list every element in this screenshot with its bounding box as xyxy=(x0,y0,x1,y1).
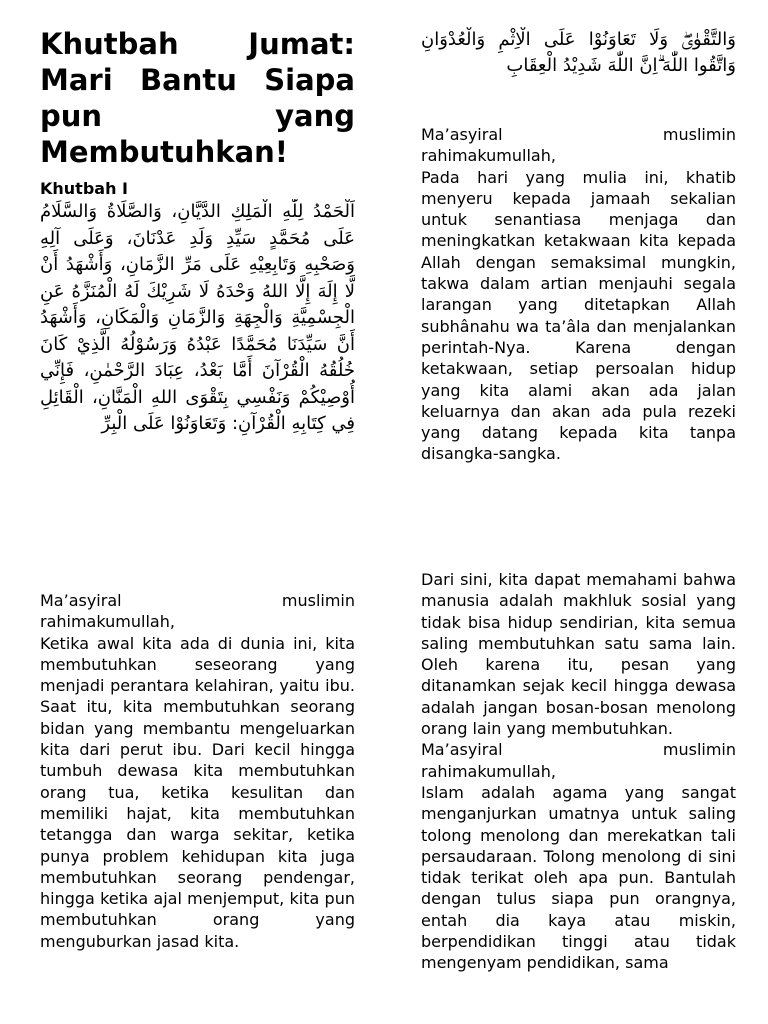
paragraph-4: Islam adalah agama yang sangat menganjurkan umatnya untuk saling tolong menolong dan merekatkan tali persaudaraan. Tolong menolong di sini tidak terikat oleh apa pun. Bantulah dengan tulus siapa pun orangnya, entah dia kaya atau miskin, berpendidikan tinggi atau tidak mengenyam pendidikan, sama xyxy=(421,782,736,973)
salutation xyxy=(40,590,355,611)
khutbah-section-label: Khutbah I xyxy=(40,179,128,198)
salutation xyxy=(421,739,736,760)
salutation-line-2: rahimakumullah, xyxy=(421,146,556,166)
salutation xyxy=(421,124,736,145)
salutation-line-2: rahimakumullah, xyxy=(421,761,556,781)
salutation-word-2: muslimin xyxy=(662,740,736,760)
paragraph-1: Pada hari yang mulia ini, khatib menyeru kepada jamaah sekalian untuk senantiasa menjaga dan meningkatkan ketakwaan kita kepada Allah dengan semaksimal mungkin, takwa dalam artian menjauhi segala larangan yang ditetapkan Allah subhânahu wa ta’âla dan menjalankan perintah-Nya. Karena dengan ketakwaan, setiap persoalan hidup yang kita alami akan ada jalan keluarnya dan akan ada pula rezeki yang datang kepada kita tanpa disangka-sangka. xyxy=(421,167,736,464)
arabic-opening-text: اَلْحَمْدُ لِلّٰهِ الْمَلِكِ الدَّيَّانِ، وَالصَّلَاةُ وَالسَّلَامُ عَلَى مُحَمَّدٍ سَيِّدِ وَلَدِ عَدْنَانَ، وَعَلَى آلِهِ وَصَحْبِهِ وَتَابِعِيْهِ عَلَى مَرِّ الزَّمَانِ، وَأَشْهَدُ أَنْ لَّا إِلَهَ إِلَّا اللهُ وَحْدَهُ لَا شَرِيْكَ لَهُ الْمُنَزَّهُ عَنِ الْجِسْمِيَّةِ وَالْجِهَةِ وَالزَّمَانِ وَالْمَكَانِ، وَأَشْهَدُ أَنَّ سَيِّدَنَا مُحَمَّدًا عَبْدُهُ وَرَسُوْلُهُ الَّذِيْ كَانَ خُلُقُهُ الْقُرْآنَ أَمَّا بَعْدُ، عِبَادَ الرَّحْمٰنِ، فَإِنِّي أُوْصِيْكُمْ وَنَفْسِي بِتَقْوَى اللهِ الْمَنَّانِ، الْقَائِلِ فِي كِتَابِهِ الْقُرْآنِ: وَتَعَاوَنُوْا عَلَى الْبِرِّ xyxy=(40,201,355,434)
page-title: Khutbah Jumat: Mari Bantu Siapa pun yang Membutuhkan! xyxy=(40,27,355,169)
salutation-word-2: muslimin xyxy=(281,591,355,610)
paragraph-3: Dari sini, kita dapat memahami bahwa manusia adalah makhluk sosial yang tidak bisa hidup sendirian, kita semua saling membutuhkan satu sama lain. Oleh karena itu, pesan yang ditanamkan sejak kecil hingga dewasa adalah jangan bosan-bosan menolong orang lain yang membutuhkan. xyxy=(421,570,736,739)
arabic-continuation-text: وَالتَّقْوٰىۖ وَلَا تَعَاوَنُوْا عَلَى الْاِثْمِ وَالْعُدْوَانِ ۖوَاتَّقُوا اللّٰهَ ۗاِنَّ اللّٰهَ شَدِيْدُ الْعِقَابِ xyxy=(421,29,736,76)
column-bottom-right xyxy=(421,569,736,1024)
salutation-word-2: muslimin xyxy=(662,125,736,144)
column-bottom-left xyxy=(40,590,355,952)
salutation-word-1: Ma’asyiral xyxy=(421,125,503,144)
column-top-right xyxy=(421,124,736,465)
salutation-word-1: Ma’asyiral xyxy=(40,591,122,610)
paragraph-2: Ketika awal kita ada di dunia ini, kita membutuhkan seseorang yang menjadi perantara kelahiran, yaitu ibu. Saat itu, kita membutuhkan seorang bidan yang membantu mengeluarkan kita dari perut ibu. Dari kecil hingga tumbuh dewasa kita membutuhkan orang tua, ketika kesulitan dan memiliki hajat, kita membutuhkan tetangga dan warga sekitar, ketika punya problem kehidupan kita juga membutuhkan seorang pendengar, hingga ketika ajal menjemput, kita pun membutuhkan orang yang menguburkan jasad kita. xyxy=(40,633,355,951)
salutation-word-1: Ma’asyiral xyxy=(421,740,503,760)
salutation-line-2: rahimakumullah, xyxy=(40,612,175,632)
